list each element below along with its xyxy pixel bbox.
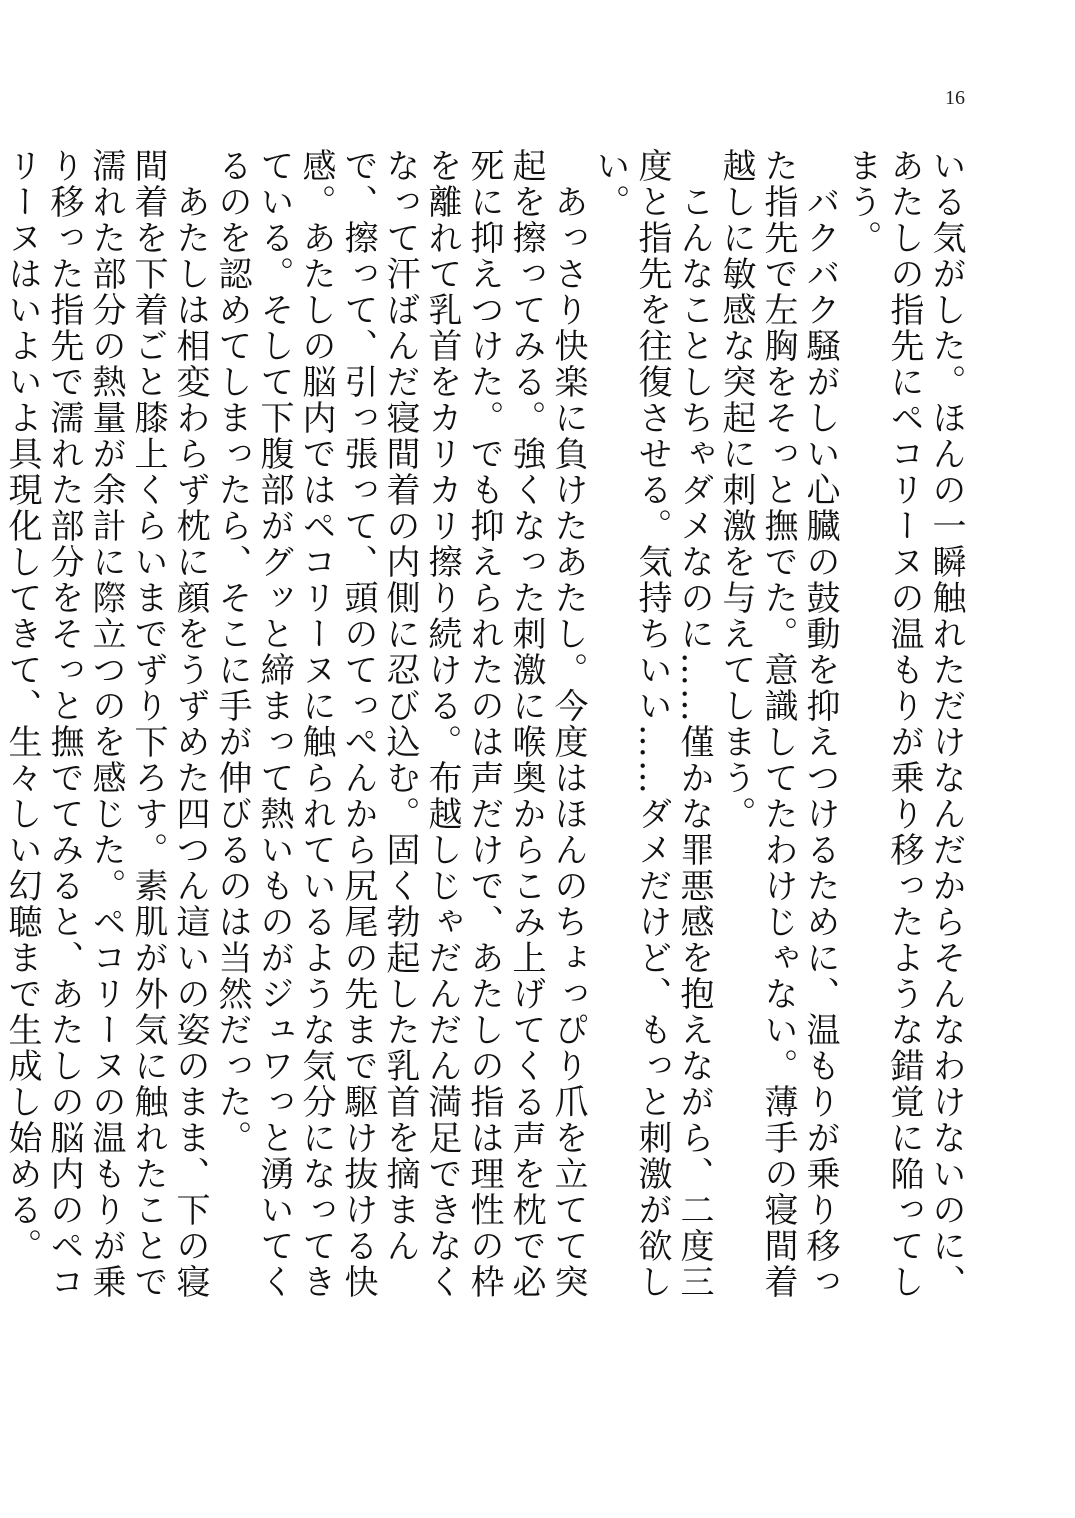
body-text: [2, 148, 967, 1308]
paragraph-4: あっさり快楽に負けたあたし。今度はほんのちょっぴり爪を立てて突起を擦ってみる。強くなった刺激に喉奥からこみ上げてくる声を枕で必死に抑えつけた。でも抑えられたのは声だけで、あたしの指は理性の枠を離れて乳首をカリカリ擦り続ける。布越しじゃだんだん満足できなくなって汗ばんだ寝間着の内側に忍び込む。固く勃起した乳首を摘まんで、擦って、引っ張って、頭のてっぺんから尻尾の先まで駆け抜ける快感。あたしの脳内ではペコリーヌに触られているような気分になってきている。そして下腹部がグッと締まって熱いものがジュワっと湧いてくるのを認めてしまったら、そこに手が伸びるのは当然だった。: [212, 148, 588, 1300]
paragraph-3: こんなことしちゃダメなのに……僅かな罪悪感を抱えながら、二度三度と指先を往復させる。気持ちいい……ダメだけど、もっと刺激が欲しい。: [590, 148, 714, 1300]
paragraph-5: あたしは相変わらず枕に顔をうずめた四つん這いの姿のまま、下の寝間着を下着ごと膝上くらいまでずり下ろす。素肌が外気に触れたことで濡れた部分の熱量が余計に際立つのを感じた。ペコリーヌの温もりが乗り移った指先で濡れた部分をそっと撫でてみると、あたしの脳内のペコリーヌはいよいよ具現化してきて、生々しい幻聴まで生成し始める。: [2, 148, 210, 1300]
page-number: 16: [945, 87, 965, 109]
paragraph-1: いる気がした。ほんの一瞬触れただけなんだからそんなわけないのに、あたしの指先にペコリーヌの温もりが乗り移ったような錯覚に陥ってしまう。: [842, 148, 966, 1300]
paragraph-2: バクバク騒がしい心臓の鼓動を抑えつけるために、温もりが乗り移った指先で左胸をそっと撫でた。意識してたわけじゃない。薄手の寝間着越しに敏感な突起に刺激を与えてしまう。: [716, 148, 840, 1300]
